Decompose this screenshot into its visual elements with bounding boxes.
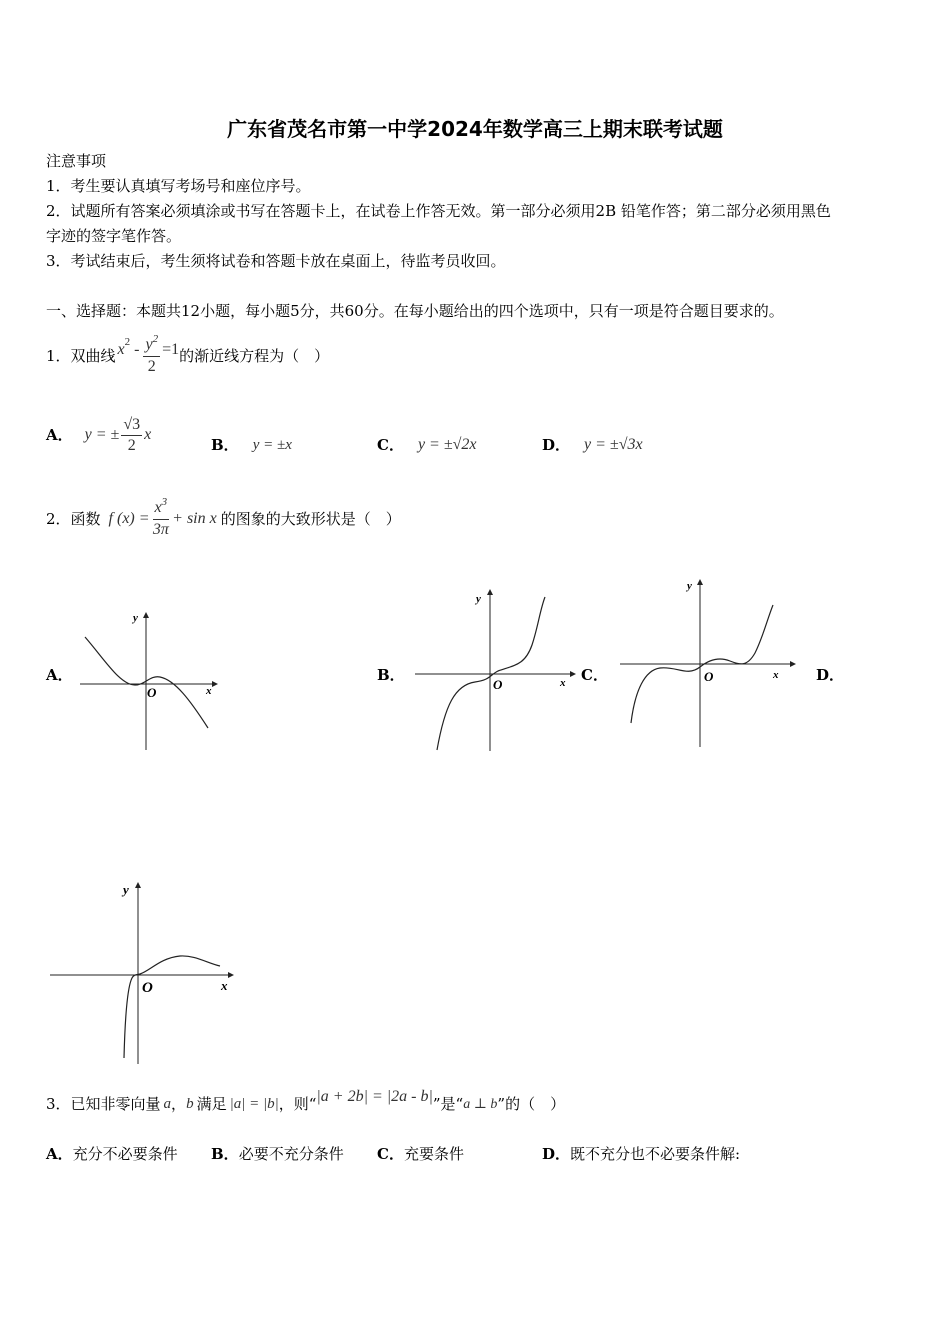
q2-option-c-label[interactable]: C． [581,666,608,684]
section-heading: 一、选择题：本题共12小题，每小题5分，共60分。在每小题给出的四个选项中，只有一项是符合题目要求的。 [46,302,784,320]
q1-eq-x: x [117,341,125,358]
q1-option-a[interactable] [46,410,151,460]
q2-option-a-label[interactable]: A． [46,666,73,684]
q2-fraction [153,498,170,540]
notice-item-2-line-2: 字迹的签字笔作答。 [46,227,182,245]
q1-a-tail: x [144,426,152,443]
question-3 [46,1084,565,1124]
q1-eq-x-sq: 2 [124,336,131,348]
q2-graph-b[interactable] [410,585,580,755]
origin-label: O [147,685,157,700]
q3-condition: |a| = |b| [229,1095,279,1112]
question-2 [46,497,401,541]
y-label: y [123,882,129,897]
q1-eq-equals: =1 [162,341,180,358]
q1-eq-fraction [143,335,160,377]
question-1 [46,333,330,376]
option-text: 充要条件 [403,1145,464,1163]
option-label: B． [211,1145,239,1163]
page-title: 广东省茂名市第一中学2024年数学高三上期末联考试题 [227,117,723,141]
q1-option-d[interactable] [542,435,643,455]
q2-option-b-label[interactable]: B． [377,666,405,684]
x-label: x [221,978,228,993]
notice-heading: 注意事项 [46,152,107,170]
q3-vector-a: a [163,1095,172,1112]
q1-option-c[interactable] [377,435,477,455]
q1-suffix: 的渐近线方程为（ ） [179,347,330,365]
origin-label: O [493,677,503,692]
option-label: B． [211,436,239,454]
q2-tail: + sin x [172,510,217,527]
q3-option-a[interactable] [46,1144,178,1164]
q1-eq-den: 2 [147,358,156,375]
q1-d-expr: y = ±√3x [584,436,643,453]
option-label: C． [377,1145,404,1163]
notice-item-3: 3．考试结束后，考生须将试卷和答题卡放在桌面上，待监考员收回。 [46,252,506,270]
q3-prefix: 3．已知非零向量 [46,1095,161,1113]
q2-graph-c[interactable] [615,575,800,750]
q3-end: ”的（ ） [497,1095,566,1113]
q3-option-b[interactable] [211,1144,344,1164]
option-label: D． [542,1145,571,1163]
option-text: 必要不充分条件 [238,1145,344,1163]
q3-option-c[interactable] [377,1144,464,1164]
option-text: 充分不必要条件 [72,1145,178,1163]
option-label: D． [542,436,571,454]
option-label: A． [46,1145,73,1163]
y-label: y [476,593,481,605]
origin-label: O [704,669,714,684]
q2-den: 3π [152,521,169,538]
q3-is: ”是“ [432,1095,464,1113]
option-label: A． [46,426,73,444]
option-label: C． [377,436,404,454]
q3-expression: |a + 2b| = |2a - b| [316,1088,433,1105]
q2-prefix: 2．函数 [46,510,101,528]
q3-perp: a ⊥ b [463,1096,498,1112]
y-label: y [133,612,138,624]
q1-c-expr: y = ±√2x [417,436,477,453]
q2-suffix: 的图象的大致形状是（ ） [220,510,401,528]
q1-a-den: 2 [127,436,136,454]
q3-then: ，则“ [278,1095,317,1113]
notice-item-2-line-1: 2．试题所有答案必须填涂或书写在答题卡上，在试卷上作答无效。第一部分必须用2B 铅笔作答；第二部分必须用黑色 [46,202,831,220]
q3-option-d[interactable] [542,1144,740,1164]
q1-b-expr: y = ±x [252,436,292,453]
q1-a-fraction [121,415,142,456]
x-label: x [773,669,779,681]
option-text: 既不充分也不必要条件解: [570,1145,741,1163]
q3-vector-b: b [186,1095,194,1112]
x-label: x [206,685,212,697]
notice-item-1: 1．考生要认真填写考场号和座位序号。 [46,177,311,195]
q2-option-d-label[interactable]: D． [816,666,845,684]
y-label: y [687,580,692,592]
q1-eq-num: $y^2$ [143,335,160,357]
origin-label: O [142,980,153,996]
q3-mid: 满足 [196,1095,227,1113]
x-label: x [560,677,566,689]
q3-comma: ， [171,1095,187,1113]
q2-graph-a[interactable] [75,605,225,755]
q1-option-b[interactable] [211,435,292,455]
q1-a-num: √3 [121,415,142,436]
q2-f-lhs: f (x) = [108,510,150,527]
q1-a-lhs: y = ± [84,426,120,443]
q2-graph-d[interactable] [45,878,240,1068]
q1-eq-minus: - [134,341,140,358]
q2-num: $x^3$ [153,498,170,520]
q1-prefix: 1．双曲线 [46,347,116,365]
